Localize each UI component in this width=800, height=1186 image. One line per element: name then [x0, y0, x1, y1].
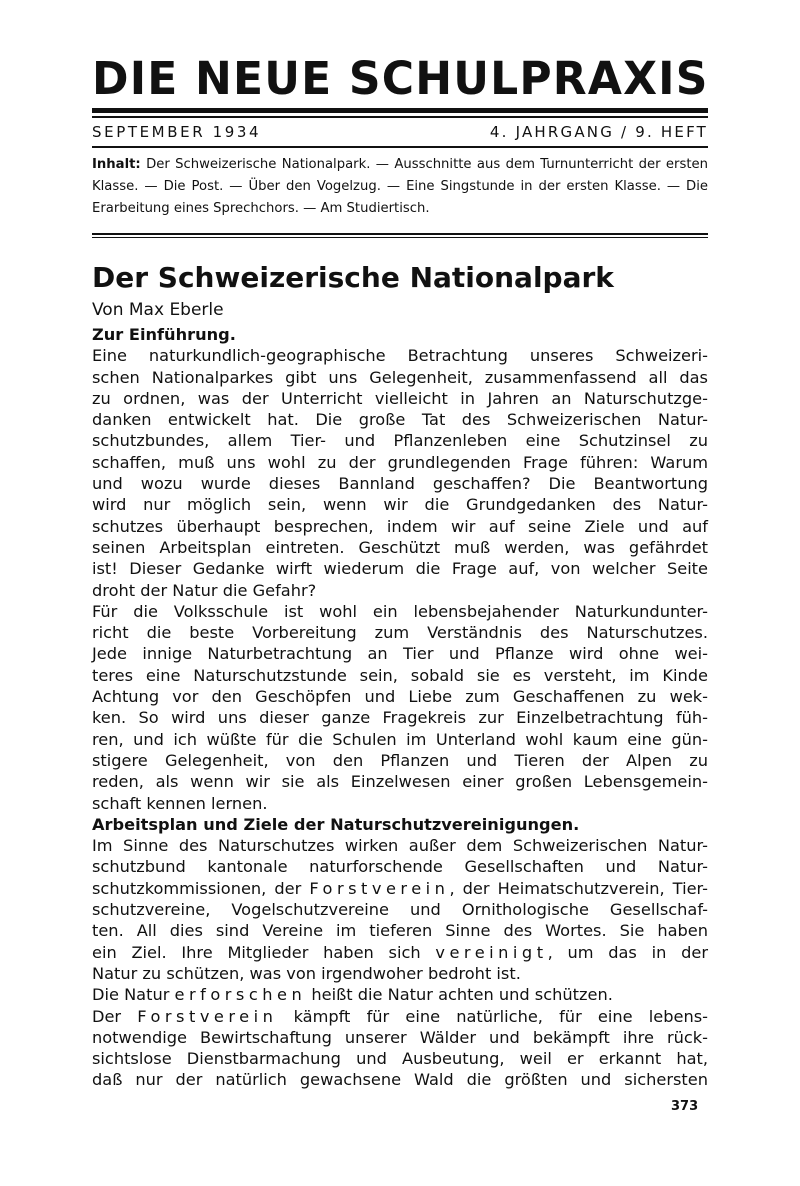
body-line: zu ordnen, was der Unterricht vielleicht in Jahren an Naturschutzge- — [92, 388, 708, 408]
article-body — [92, 324, 708, 1091]
body-line: Achtung vor den Geschöpfen und Liebe zum Geschaffenen zu wek- — [92, 687, 708, 707]
body-line: Für die Volksschule ist wohl ein lebensbejahender Naturkundunter- — [92, 601, 708, 621]
body-line: Jede innige Naturbetrachtung an Tier und Pflanze wird ohne wei- — [92, 644, 708, 664]
body-line: und wozu wurde dieses Bannland geschaffen? Die Beantwortung — [92, 474, 708, 494]
body-line: ein Ziel. Ihre Mitglieder haben sich vereinigt, um das in der — [92, 942, 708, 962]
body-line: ist! Dieser Gedanke wirft wiederum die Frage auf, von welcher Seite — [92, 559, 708, 579]
masthead-title: DIE NEUE SCHULPRAXIS — [92, 52, 709, 105]
body-line: ken. So wird uns dieser ganze Fragekreis zur Einzelbetrachtung füh- — [92, 708, 708, 728]
page-number: 373 — [671, 1099, 699, 1114]
body-line: Im Sinne des Naturschutzes wirken außer dem Schweizerischen Natur- — [92, 836, 708, 856]
body-line: reden, als wenn wir sie als Einzelwesen einer großen Lebensgemein- — [92, 772, 708, 792]
body-line: schaft kennen lernen. — [92, 793, 268, 813]
body-line: schutzbund kantonale naturforschende Gesellschaften und Natur- — [92, 857, 708, 877]
body-line: Die Natur erforschen heißt die Natur achten und schützen. — [92, 985, 613, 1005]
contents-text: Der Schweizerische Nationalpark. — Ausschnitte aus dem Turnunterricht der ersten Klasse. — Die Post. — Über den Vogelzug. — Eine Singstunde in der ersten Klasse. — Die Erarbeitung eines Sprechchors. — Am Studiertisch. — [92, 157, 708, 216]
body-line: seinen Arbeitsplan eintreten. Geschützt muß werden, was gefährdet — [92, 537, 708, 557]
contents-label: Inhalt: — [92, 157, 141, 172]
issue-rule — [92, 146, 708, 148]
body-line: Der Forstverein kämpft für eine natürliche, für eine lebens- — [92, 1006, 708, 1026]
body-line: schaffen, muß uns wohl zu der grundlegenden Frage führen: Warum — [92, 452, 708, 472]
section-heading: Zur Einführung. — [92, 325, 236, 344]
body-line: richt die beste Vorbereitung zum Verständnis des Naturschutzes. — [92, 623, 708, 643]
body-line: Natur zu schützen, was von irgendwoher bedroht ist. — [92, 963, 521, 983]
body-line: ren, und ich wüßte für die Schulen im Unterland wohl kaum eine gün- — [92, 729, 708, 749]
body-line: wird nur möglich sein, wenn wir die Grundgedanken des Natur- — [92, 495, 708, 515]
section-heading: Arbeitsplan und Ziele der Naturschutzvereinigungen. — [92, 814, 580, 834]
body-line: schutzkommissionen, der Forstverein, der Heimatschutzverein, Tier- — [92, 878, 708, 898]
table-of-contents — [92, 154, 708, 220]
contents-rule-thin — [92, 237, 708, 238]
article-author: Von Max Eberle — [92, 300, 224, 320]
body-line: droht der Natur die Gefahr? — [92, 580, 317, 600]
body-line: teres eine Naturschutzstunde sein, sobald sie es versteht, im Kinde — [92, 665, 708, 685]
body-line: schutzes überhaupt besprechen, indem wir auf seine Ziele und auf — [92, 516, 708, 536]
body-line: daß nur der natürlich gewachsene Wald die größten und sichersten — [92, 1070, 708, 1090]
body-line: schutzvereine, Vogelschutzvereine und Ornithologische Gesellschaf- — [92, 900, 708, 920]
body-line: stigere Gelegenheit, von den Pflanzen und Tieren der Alpen zu — [92, 750, 708, 770]
body-line: ten. All dies sind Vereine im tieferen Sinne des Wortes. Sie haben — [92, 921, 708, 941]
issue-number: 4. JAHRGANG / 9. HEFT — [489, 123, 708, 141]
body-line: schen Nationalparkes gibt uns Gelegenheit, zusammenfassend all das — [92, 367, 708, 387]
body-line: sichtslose Dienstbarmachung und Ausbeutung, weil er erkannt hat, — [92, 1049, 708, 1069]
body-line: notwendige Bewirtschaftung unserer Wälder und bekämpft ihre rück- — [92, 1027, 708, 1047]
body-line: schutzbundes, allem Tier- und Pflanzenleben eine Schutzinsel zu — [92, 431, 708, 451]
contents-rule-thick — [92, 233, 708, 235]
body-line: danken entwickelt hat. Die große Tat des Schweizerischen Natur- — [92, 410, 708, 430]
body-line: Eine naturkundlich-geographische Betrachtung unseres Schweizeri- — [92, 346, 708, 366]
masthead-rule-thin — [92, 116, 708, 118]
issue-date: SEPTEMBER 1934 — [92, 123, 262, 141]
article-title: Der Schweizerische Nationalpark — [92, 261, 614, 294]
masthead-rule-thick — [92, 108, 708, 113]
